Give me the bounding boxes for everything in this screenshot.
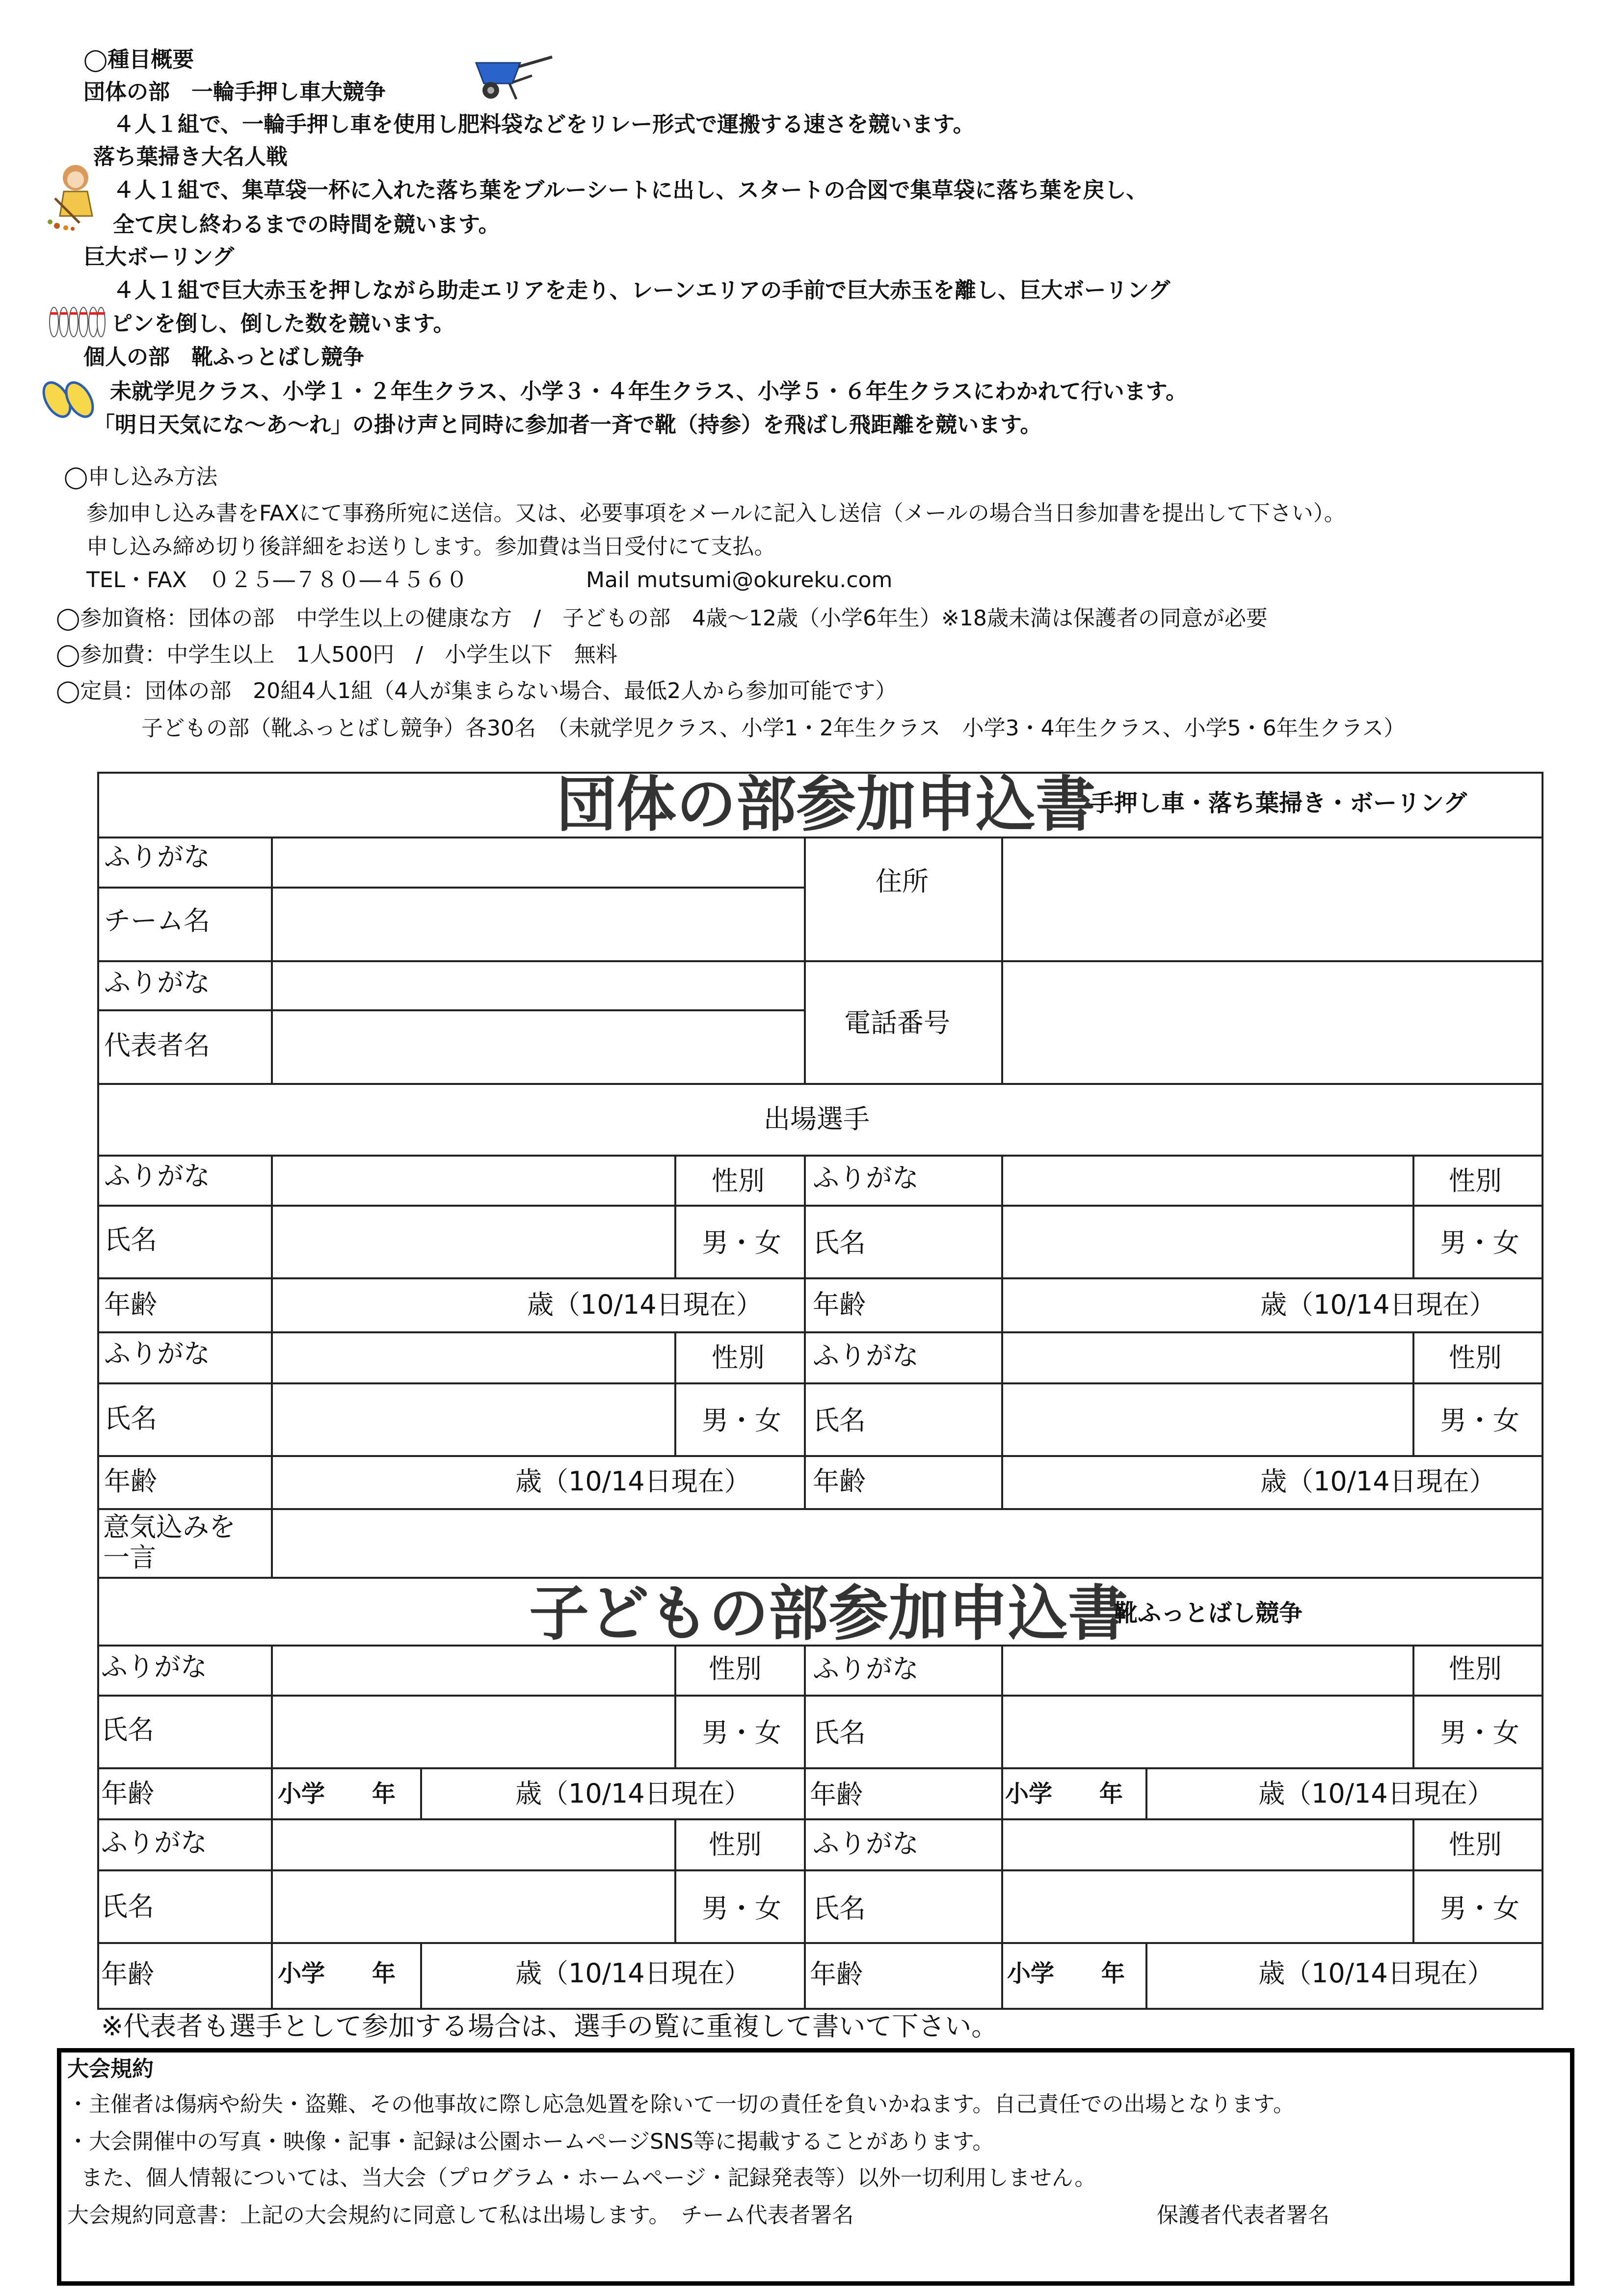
kid1-gender-options[interactable]: 男・女 xyxy=(702,1717,781,1748)
bowling-description-2: ピンを倒し、倒した数を競います。 xyxy=(111,311,455,336)
player1-furigana-label: ふりがな xyxy=(104,1161,210,1191)
player3-age-label: 年齢 xyxy=(104,1466,157,1497)
capacity-team: ◯定員：団体の部 20組4人1組（4人が集まらない場合、最低2人から参加可能です） xyxy=(56,678,897,703)
player1-age-suffix: 歳（10/14日現在） xyxy=(527,1289,763,1320)
kid3-gender-options[interactable]: 男・女 xyxy=(702,1893,781,1924)
player2-gender-options[interactable]: 男・女 xyxy=(1440,1227,1519,1258)
kid3-gender-label: 性別 xyxy=(709,1829,762,1860)
player1-gender-label: 性別 xyxy=(712,1165,765,1196)
player1-gender-options[interactable]: 男・女 xyxy=(702,1227,781,1258)
kids-form-title: 子どもの部参加申込書 xyxy=(529,1579,1128,1648)
player3-gender-options[interactable]: 男・女 xyxy=(702,1405,781,1436)
kid1-age-label: 年齢 xyxy=(101,1778,154,1809)
application-line-2: 申し込み締め切り後詳細をお送りします。参加費は当日受付にて支払。 xyxy=(86,534,776,559)
kid3-age-suffix: 歳（10/14日現在） xyxy=(515,1958,751,1989)
rules-box xyxy=(57,2048,1574,2286)
individual-section-title: 個人の部 靴ふっとばし競争 xyxy=(83,345,364,370)
team-furigana-label: ふりがな xyxy=(104,841,210,872)
player3-furigana-label: ふりがな xyxy=(104,1338,210,1369)
leaf-title: 落ち葉掃き大名人戦 xyxy=(93,144,288,169)
player2-age-label: 年齢 xyxy=(813,1289,866,1320)
team-name-label: チーム名 xyxy=(104,905,210,936)
kid2-grade: 小学 年 xyxy=(1005,1780,1123,1808)
player1-name-label: 氏名 xyxy=(104,1224,157,1255)
kid3-grade: 小学 年 xyxy=(278,1960,396,1987)
guardian-signature-label: 保護者代表者署名 xyxy=(1157,2203,1330,2228)
kid2-age-suffix: 歳（10/14日現在） xyxy=(1258,1778,1494,1809)
contact-mail: Mail mutsumi@okureku.com xyxy=(586,567,893,593)
individual-description-2: 「明日天気にな～あ～れ」の掛け声と同時に参加者一斉で靴（持参）を飛ばし飛距離を競います。 xyxy=(93,412,1042,437)
player2-name-label: 氏名 xyxy=(813,1227,866,1258)
kid4-furigana-label: ふりがな xyxy=(813,1828,919,1859)
kid1-furigana-label: ふりがな xyxy=(101,1651,207,1682)
players-header: 出場選手 xyxy=(764,1104,870,1134)
individual-description-1: 未就学児クラス、小学１・２年生クラス、小学３・４年生クラス、小学５・６年生クラスにわかれて行います。 xyxy=(110,379,1188,404)
application-line-1: 参加申し込み書をFAXにて事務所宛に送信。又は、必要事項をメールに記入し送信（メールの場合当日参加書を提出して下さい）。 xyxy=(86,501,1346,526)
player4-name-label: 氏名 xyxy=(813,1405,866,1436)
team-description: ４人１組で、一輪手押し車を使用し肥料袋などをリレー形式で運搬する速さを競います。 xyxy=(113,112,975,137)
kid4-name-label: 氏名 xyxy=(813,1893,866,1924)
kid1-grade: 小学 年 xyxy=(278,1780,396,1808)
kid2-gender-label: 性別 xyxy=(1449,1653,1502,1684)
rule-3: また、個人情報については、当大会（プログラム・ホームページ・記録発表等）以外一切利用しません。 xyxy=(81,2165,1096,2190)
kid3-furigana-label: ふりがな xyxy=(101,1827,207,1858)
rule-1: ・主催者は傷病や紛失・盗難、その他事故に際し応急処置を除いて一切の責任を負いかねます。自己責任での出場となります。 xyxy=(67,2092,1295,2117)
agreement-text: 大会規約同意書：上記の大会規約に同意して私は出場します。 チーム代表者署名 xyxy=(67,2203,854,2228)
eligibility: ◯参加資格：団体の部 中学生以上の健康な方 / 子どもの部 4歳～12歳（小学6年生）※18歳未満は保護者の同意が必要 xyxy=(56,606,1268,631)
player2-gender-label: 性別 xyxy=(1449,1165,1502,1196)
rule-2: ・大会開催中の写真・映像・記事・記録は公園ホームページSNS等に掲載することがあります。 xyxy=(67,2129,994,2154)
player3-age-suffix: 歳（10/14日現在） xyxy=(515,1466,751,1497)
player3-gender-label: 性別 xyxy=(712,1342,765,1373)
bowling-description-1: ４人１組で巨大赤玉を押しながら助走エリアを走り、レーンエリアの手前で巨大赤玉を離し、巨大ボーリング xyxy=(113,278,1171,303)
leaf-description-1: ４人１組で、集草袋一杯に入れた落ち葉をブルーシートに出し、スタートの合図で集草袋に落ち葉を戻し、 xyxy=(113,178,1148,203)
kid2-furigana-label: ふりがな xyxy=(813,1653,919,1684)
player2-furigana-label: ふりがな xyxy=(813,1162,919,1193)
player1-age-label: 年齢 xyxy=(104,1289,157,1320)
kid4-age-label: 年齢 xyxy=(810,1959,863,1990)
comment-label: 意気込みを一言 xyxy=(103,1512,236,1573)
phone-label: 電話番号 xyxy=(844,1007,950,1038)
player4-furigana-label: ふりがな xyxy=(813,1340,919,1371)
kid3-name-label: 氏名 xyxy=(101,1891,154,1922)
team-section-title: 団体の部 一輪手押し車大競争 xyxy=(83,80,386,105)
kid1-age-suffix: 歳（10/14日現在） xyxy=(515,1778,751,1809)
participation-fee: ◯参加費：中学生以上 1人500円 / 小学生以下 無料 xyxy=(56,642,618,667)
player2-age-suffix: 歳（10/14日現在） xyxy=(1260,1289,1496,1320)
kid4-gender-options[interactable]: 男・女 xyxy=(1440,1893,1519,1924)
kid4-gender-label: 性別 xyxy=(1449,1829,1502,1860)
kid2-name-label: 氏名 xyxy=(813,1717,866,1748)
kid4-age-suffix: 歳（10/14日現在） xyxy=(1258,1958,1494,1989)
address-label: 住所 xyxy=(876,866,929,897)
player4-gender-options[interactable]: 男・女 xyxy=(1440,1405,1519,1436)
representative-note: ※代表者も選手として参加する場合は、選手の覧に重複して書いて下さい。 xyxy=(101,2011,998,2042)
kid2-gender-options[interactable]: 男・女 xyxy=(1440,1717,1519,1748)
kid1-gender-label: 性別 xyxy=(709,1653,762,1684)
team-form-title: 団体の部参加申込書 xyxy=(557,770,1095,839)
kid4-grade: 小学 年 xyxy=(1007,1960,1125,1987)
player4-gender-label: 性別 xyxy=(1449,1342,1502,1373)
rep-name-label: 代表者名 xyxy=(104,1030,210,1061)
team-form-subtitle: 手押し車・落ち葉掃き・ボーリング xyxy=(1091,789,1467,817)
leaf-description-2: 全て戻し終わるまでの時間を競います。 xyxy=(113,212,500,237)
rules-title: 大会規約 xyxy=(67,2056,154,2081)
player4-age-suffix: 歳（10/14日現在） xyxy=(1260,1466,1496,1497)
capacity-kids: 子どもの部（靴ふっとばし競争）各30名 （未就学児クラス、小学1・2年生クラス 小学3・4年生クラス、小学5・6年生クラス） xyxy=(141,716,1406,741)
overview-heading: ◯種目概要 xyxy=(83,47,194,72)
kid1-name-label: 氏名 xyxy=(101,1714,154,1745)
rep-furigana-label: ふりがな xyxy=(104,967,210,998)
bowling-title: 巨大ボーリング xyxy=(83,244,235,270)
player3-name-label: 氏名 xyxy=(104,1403,157,1434)
application-heading: ◯申し込み方法 xyxy=(64,464,218,489)
kid3-age-label: 年齢 xyxy=(101,1959,154,1990)
kid2-age-label: 年齢 xyxy=(810,1779,863,1810)
kids-form-subtitle: 靴ふっとばし競争 xyxy=(1114,1599,1303,1627)
player4-age-label: 年齢 xyxy=(813,1466,866,1497)
contact-tel-fax: TEL・FAX ０２５―７８０―４５６０ xyxy=(86,567,468,593)
